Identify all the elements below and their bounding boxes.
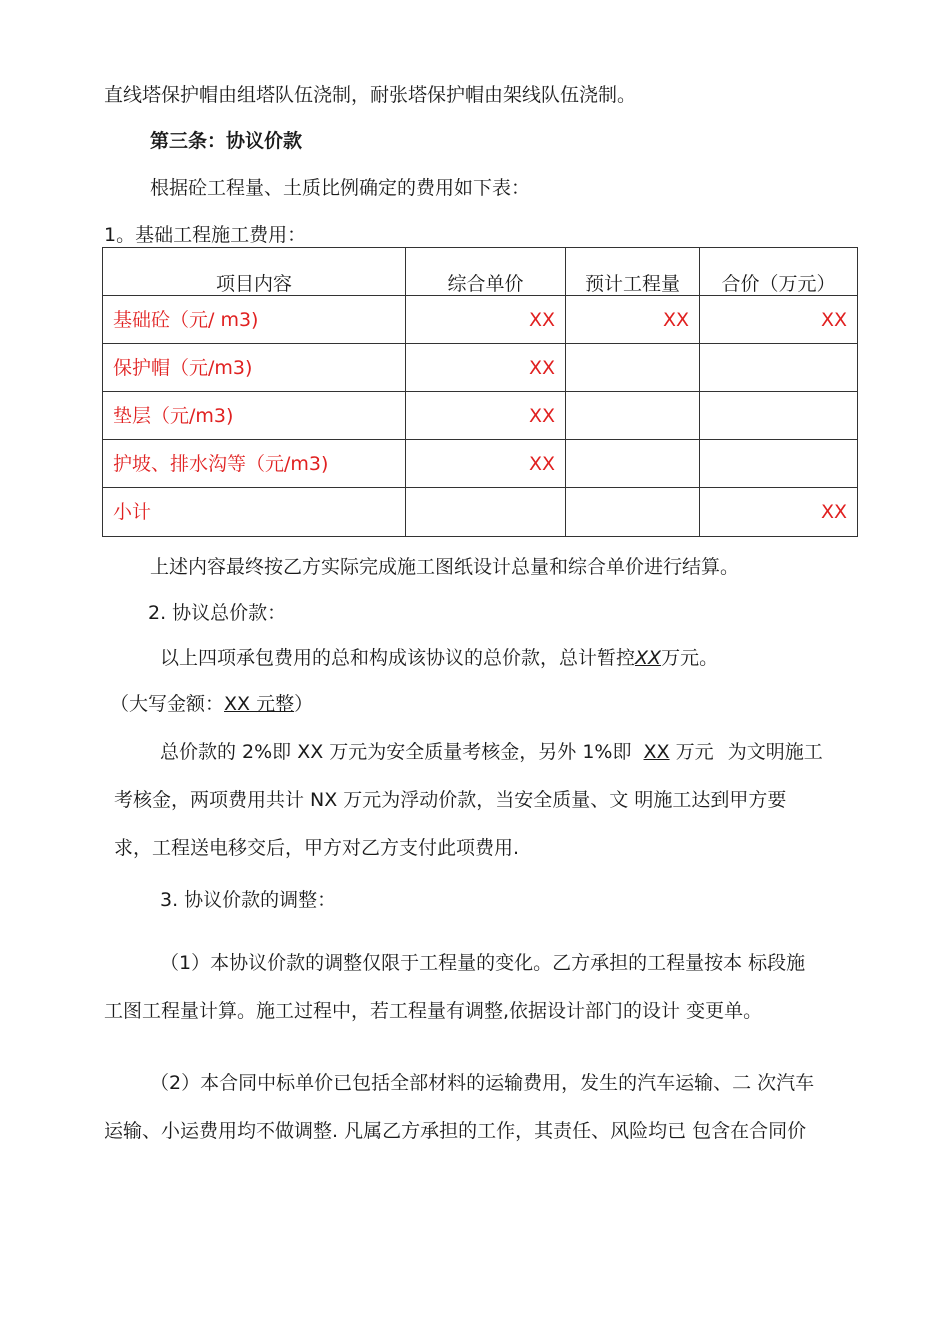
assessment-xx: XX bbox=[643, 741, 670, 763]
assessment-d: 为文明施工 bbox=[727, 741, 823, 763]
table-row bbox=[103, 440, 858, 488]
table-header-row bbox=[103, 248, 858, 296]
cap-suffix: ） bbox=[294, 693, 314, 715]
table-row bbox=[103, 344, 858, 392]
item-2-line-1: （2）本合同中标单价已包括全部材料的运输费用，发生的汽车运输、二 次汽车 bbox=[150, 1072, 815, 1094]
total-value: XX bbox=[635, 647, 662, 669]
item-2-line-2: 运输、小运费用均不做调整. 凡属乙方承担的工作，其责任、风险均已 包含在合同价 bbox=[104, 1120, 807, 1142]
article-3-title: 第三条：协议价款 bbox=[150, 130, 303, 152]
row-quantity bbox=[566, 392, 700, 440]
header-item: 项目内容 bbox=[103, 248, 406, 296]
row-total: XX bbox=[700, 296, 858, 344]
row-unit-price: XX bbox=[406, 392, 566, 440]
table-row bbox=[103, 296, 858, 344]
row-quantity: XX bbox=[566, 296, 700, 344]
header-quantity: 预计工程量 bbox=[566, 248, 700, 296]
assessment-unit: 万元 bbox=[675, 741, 714, 763]
cap-prefix: （大写金额： bbox=[110, 693, 225, 715]
assessment-line-2: 考核金，两项费用共计 NX 万元为浮动价款，当安全质量、文 明施工达到甲方要 bbox=[114, 789, 787, 811]
item-1-line-2: 工图工程量计算。施工过程中，若工程量有调整,依据设计部门的设计 变更单。 bbox=[104, 1000, 763, 1022]
header-unit-price: 综合单价 bbox=[406, 248, 566, 296]
paragraph-p2: 根据砼工程量、土质比例确定的费用如下表： bbox=[150, 177, 531, 199]
item-1-line-1: （1）本协议价款的调整仅限于工程量的变化。乙方承担的工程量按本 标段施 bbox=[160, 952, 806, 974]
assessment-a: 总价款的 2%即 XX 万元为安全质量考核金，另外 1%即 bbox=[160, 741, 632, 763]
capital-amount-line bbox=[110, 691, 313, 717]
assessment-line-1 bbox=[160, 739, 823, 765]
row-item: 基础砼（元/ m3) bbox=[103, 296, 406, 344]
row-total bbox=[700, 440, 858, 488]
paragraph-p1: 直线塔保护帽由组塔队伍浇制，耐张塔保护帽由架线队伍浇制。 bbox=[104, 84, 637, 106]
row-quantity bbox=[566, 344, 700, 392]
row-unit-price: XX bbox=[406, 440, 566, 488]
subtotal-unit-price bbox=[406, 488, 566, 537]
section-1-heading: 1。基础工程施工费用： bbox=[104, 224, 307, 246]
total-suffix: 万元。 bbox=[661, 647, 719, 669]
row-item: 保护帽（元/m3) bbox=[103, 344, 406, 392]
subtotal-label: 小计 bbox=[103, 488, 406, 537]
row-unit-price: XX bbox=[406, 296, 566, 344]
subtotal-row bbox=[103, 488, 858, 537]
total-prefix: 以上四项承包费用的总和构成该协议的总价款，总计暂控 bbox=[160, 647, 636, 669]
row-item: 垫层（元/m3) bbox=[103, 392, 406, 440]
subtotal-quantity bbox=[566, 488, 700, 537]
row-item: 护坡、排水沟等（元/m3) bbox=[103, 440, 406, 488]
subtotal-total: XX bbox=[700, 488, 858, 537]
row-quantity bbox=[566, 440, 700, 488]
fee-table bbox=[102, 247, 858, 537]
assessment-line-3: 求，工程送电移交后，甲方对乙方支付此项费用. bbox=[114, 837, 520, 859]
table-row bbox=[103, 392, 858, 440]
header-total: 合价（万元） bbox=[700, 248, 858, 296]
total-price-paragraph bbox=[160, 645, 718, 671]
section-3-heading: 3. 协议价款的调整： bbox=[160, 889, 337, 911]
cap-value: XX 元整 bbox=[224, 693, 295, 715]
paragraph-after-table: 上述内容最终按乙方实际完成施工图纸设计总量和综合单价进行结算。 bbox=[150, 556, 740, 578]
row-unit-price: XX bbox=[406, 344, 566, 392]
section-2-heading: 2. 协议总价款： bbox=[148, 602, 287, 624]
row-total bbox=[700, 392, 858, 440]
row-total bbox=[700, 344, 858, 392]
